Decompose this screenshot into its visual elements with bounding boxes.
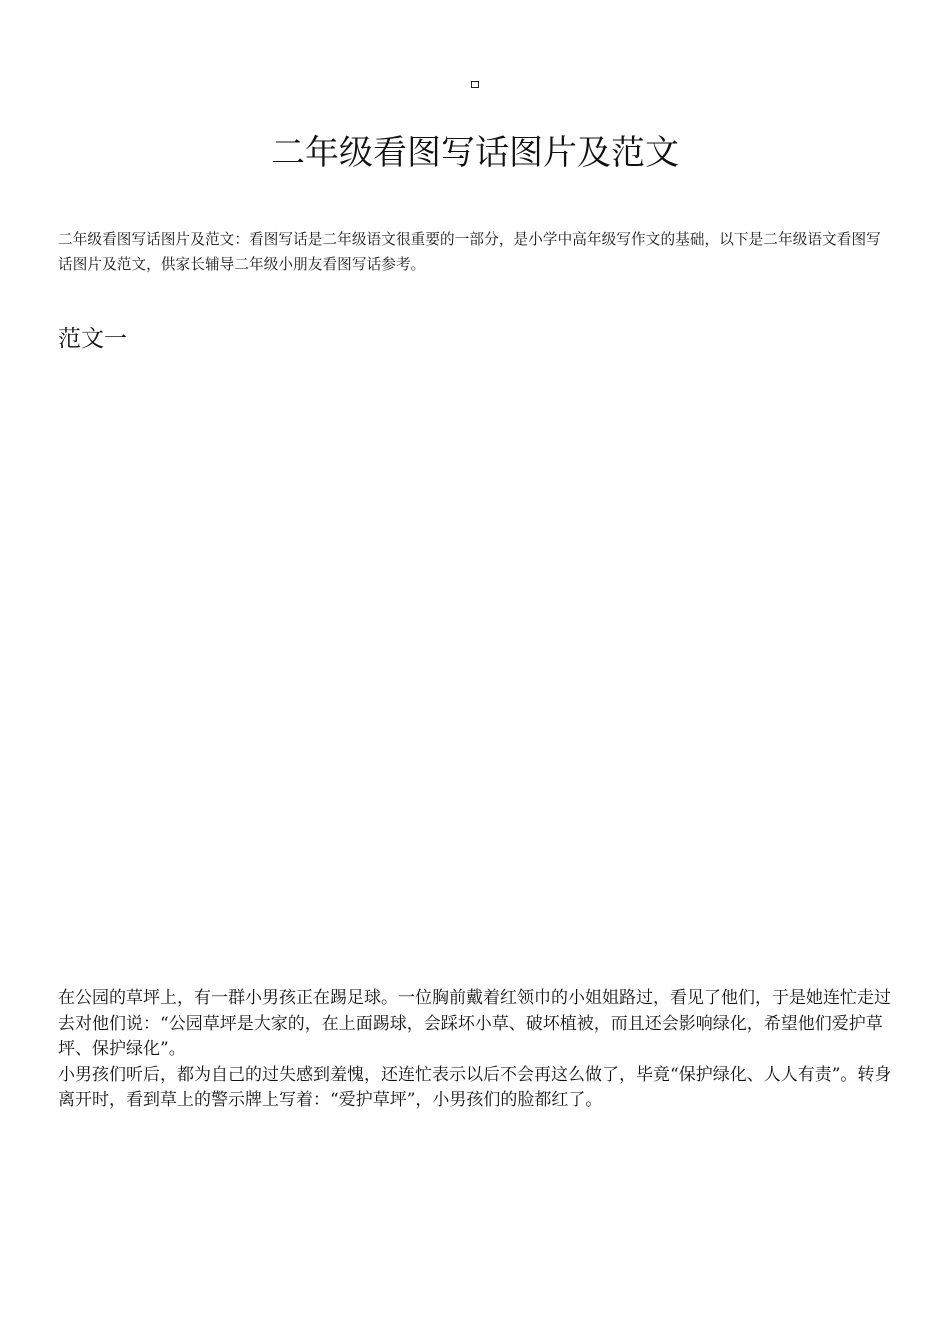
essay-paragraph: 在公园的草坪上，有一群小男孩正在踢足球。一位胸前戴着红领巾的小姐姐路过，看见了他们，于是她连忙走过去对他们说：“公园草坪是大家的，在上面踢球，会踩坏小草、破坏植被，而且还会影响绿化，希望他们爱护草坪、保护绿化”。 — [58, 988, 891, 1059]
figure-placeholder — [58, 370, 894, 970]
essay-body — [58, 986, 892, 1114]
placeholder-box-icon — [471, 81, 479, 88]
document-title: 二年级看图写话图片及范文 — [271, 133, 679, 173]
essay-paragraph: 小男孩们听后，都为自己的过失感到羞愧，还连忙表示以后不会再这么做了，毕竟“保护绿化、人人有责”。转身离开时，看到草上的警示牌上写着：“爱护草坪”，小男孩们的脸都红了。 — [58, 1064, 892, 1110]
section-heading: 范文一 — [58, 326, 127, 352]
intro-paragraph: 二年级看图写话图片及范文：看图写话是二年级语文很重要的一部分，是小学中高年级写作文的基础，以下是二年级语文看图写话图片及范文，供家长辅导二年级小朋友看图写话参考。 — [58, 231, 881, 273]
